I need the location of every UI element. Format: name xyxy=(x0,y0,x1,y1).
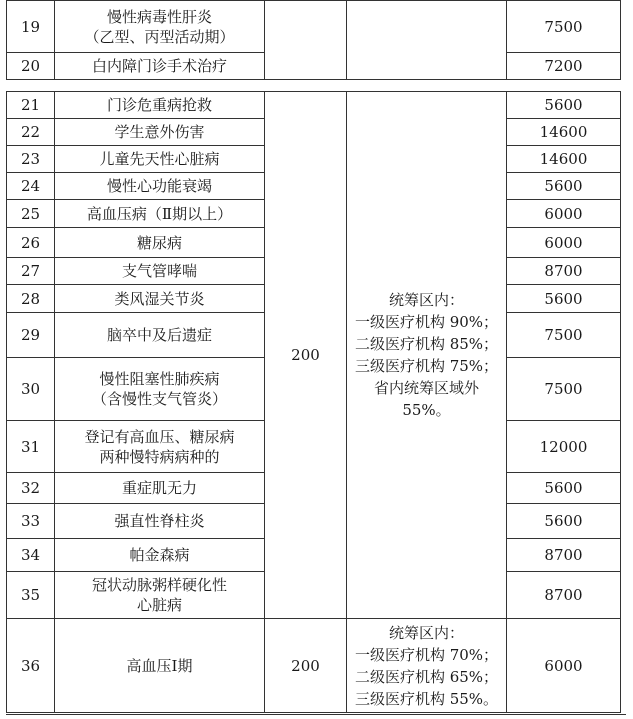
next-table-edge xyxy=(6,714,626,719)
amount: 7500 xyxy=(507,1,621,53)
table-main-body xyxy=(7,92,621,713)
row-number: 24 xyxy=(7,173,55,200)
amount: 8700 xyxy=(507,572,621,619)
disease-name: 类风湿关节炎 xyxy=(55,285,265,313)
amount: 8700 xyxy=(507,539,621,572)
amount: 5600 xyxy=(507,285,621,313)
table-top xyxy=(6,0,621,80)
amount: 5600 xyxy=(507,173,621,200)
row-number: 26 xyxy=(7,228,55,258)
amount: 6000 xyxy=(507,228,621,258)
row-number: 32 xyxy=(7,473,55,504)
disease-name: 门诊危重病抢救 xyxy=(55,92,265,119)
amount: 14600 xyxy=(507,146,621,173)
threshold-cell xyxy=(265,1,347,80)
disease-name: 白内障门诊手术治疗 xyxy=(55,53,265,80)
row-number: 36 xyxy=(7,619,55,713)
row-number: 25 xyxy=(7,200,55,228)
disease-name-line2: （含慢性支气管炎） xyxy=(91,390,227,408)
table-row xyxy=(7,92,621,119)
threshold-cell: 200 xyxy=(265,619,347,713)
disease-name: 支气管哮喘 xyxy=(55,258,265,285)
disease-name-line1: 慢性病毒性肝炎 xyxy=(106,7,212,26)
ratio-line: 二级医疗机构 65%； xyxy=(354,667,499,686)
disease-name-line1: 慢性阻塞性肺疾病 xyxy=(99,370,220,388)
amount: 5600 xyxy=(507,504,621,539)
disease-name-line2: 心脏病 xyxy=(136,596,182,614)
row-number: 30 xyxy=(7,358,55,421)
amount: 6000 xyxy=(507,619,621,713)
disease-name: 糖尿病 xyxy=(55,228,265,258)
disease-name xyxy=(55,421,265,473)
ratio-line: 统筹区内： xyxy=(388,623,464,642)
disease-name: 高血压Ⅰ期 xyxy=(55,619,265,713)
disease-name: 儿童先天性心脏病 xyxy=(55,146,265,173)
amount: 7500 xyxy=(507,313,621,358)
row-number: 22 xyxy=(7,119,55,146)
disease-name-line2: 两种慢特病病种的 xyxy=(99,447,220,466)
disease-name: 慢性心功能衰竭 xyxy=(55,173,265,200)
ratio-line: 统筹区内： xyxy=(388,291,464,309)
row-number: 33 xyxy=(7,504,55,539)
ratio-cell xyxy=(347,92,507,619)
row-number: 27 xyxy=(7,258,55,285)
amount: 7500 xyxy=(507,358,621,421)
row-number: 34 xyxy=(7,539,55,572)
row-number: 28 xyxy=(7,285,55,313)
threshold-cell: 200 xyxy=(265,92,347,619)
disease-name-line1: 冠状动脉粥样硬化性 xyxy=(91,576,227,594)
row-number: 35 xyxy=(7,572,55,619)
disease-name-line2: （乙型、丙型活动期） xyxy=(84,27,235,46)
amount: 14600 xyxy=(507,119,621,146)
ratio-line: 一级医疗机构 70%； xyxy=(354,645,499,664)
row-number: 21 xyxy=(7,92,55,119)
row-number: 19 xyxy=(7,1,55,53)
disease-name: 学生意外伤害 xyxy=(55,119,265,146)
disease-name: 强直性脊柱炎 xyxy=(55,504,265,539)
amount: 8700 xyxy=(507,258,621,285)
disease-name xyxy=(55,358,265,421)
ratio-cell xyxy=(347,619,507,713)
ratio-cell xyxy=(347,1,507,80)
disease-name xyxy=(55,572,265,619)
disease-name: 高血压病（Ⅱ期以上） xyxy=(55,200,265,228)
ratio-line: 55%。 xyxy=(402,401,451,419)
ratio-line: 一级医疗机构 90%； xyxy=(354,313,499,331)
ratio-line: 三级医疗机构 75%； xyxy=(354,357,499,375)
ratio-line: 二级医疗机构 85%； xyxy=(354,335,499,353)
table-row xyxy=(7,1,621,53)
amount: 12000 xyxy=(507,421,621,473)
disease-name xyxy=(55,1,265,53)
row-number: 31 xyxy=(7,421,55,473)
amount: 5600 xyxy=(507,92,621,119)
amount: 6000 xyxy=(507,200,621,228)
ratio-line: 省内统筹区域外 xyxy=(373,379,479,397)
disease-name: 帕金森病 xyxy=(55,539,265,572)
ratio-line: 三级医疗机构 55%。 xyxy=(354,689,499,708)
row-number: 20 xyxy=(7,53,55,80)
disease-name: 重症肌无力 xyxy=(55,473,265,504)
table-row xyxy=(7,619,621,713)
amount: 5600 xyxy=(507,473,621,504)
row-number: 23 xyxy=(7,146,55,173)
disease-name: 脑卒中及后遗症 xyxy=(55,313,265,358)
amount: 7200 xyxy=(507,53,621,80)
disease-name-line1: 登记有高血压、糖尿病 xyxy=(84,427,235,446)
table-main xyxy=(6,91,621,713)
row-number: 29 xyxy=(7,313,55,358)
